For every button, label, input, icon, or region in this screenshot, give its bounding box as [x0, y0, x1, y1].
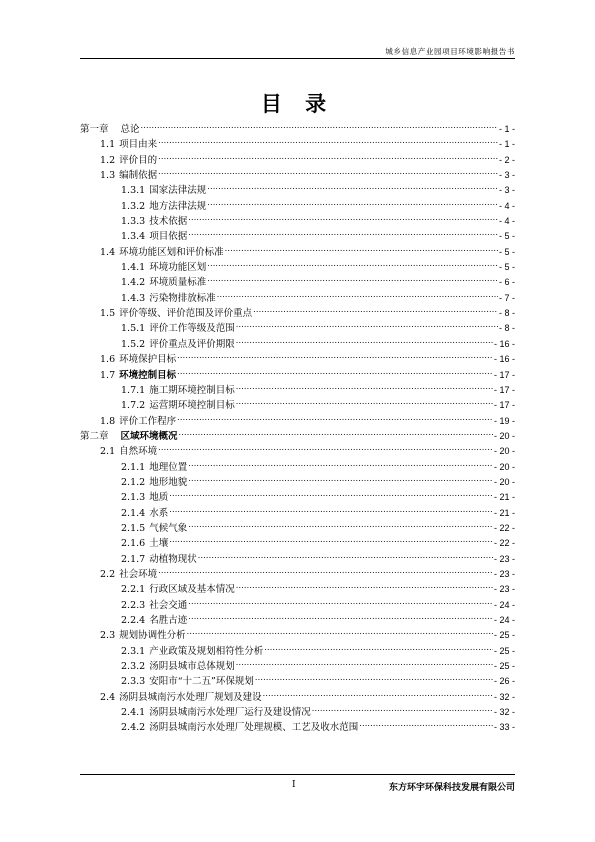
toc-dot-leader — [158, 163, 498, 178]
toc-entry[interactable] — [80, 332, 515, 350]
toc-dot-leader — [169, 485, 493, 500]
toc-entry-label: 污染物排放标准 — [149, 292, 216, 304]
footer-page-number: I — [292, 780, 296, 790]
toc-dot-leader — [263, 685, 493, 700]
toc-entry-number: 1.5.1 — [121, 323, 146, 335]
toc-entry-page: - 21 - — [493, 507, 515, 518]
toc-entry-label: 评价工作等级及范围 — [149, 323, 235, 335]
toc-title: 目 录 — [260, 91, 335, 116]
toc-entry-page: - 32 - — [493, 707, 515, 718]
toc-entry-label: 气候气象 — [149, 522, 188, 534]
table-of-contents — [80, 117, 515, 734]
toc-entry-number: 1.4 — [100, 246, 116, 258]
toc-entry-number: 2.4.2 — [121, 722, 146, 734]
toc-entry-number: 2.1.3 — [121, 492, 146, 504]
toc-entry-label: 评价重点及评价期限 — [149, 338, 235, 350]
toc-entry-page: - 23 - — [493, 553, 515, 564]
toc-dot-leader — [236, 378, 493, 393]
toc-entry-page: - 5 - — [498, 262, 515, 273]
toc-entry-page: - 20 - — [493, 430, 515, 441]
toc-dot-leader — [217, 286, 498, 301]
toc-entry-label: 地理位置 — [149, 461, 188, 473]
toc-entry-page: - 20 - — [493, 446, 515, 457]
toc-dot-leader — [188, 470, 493, 485]
toc-entry[interactable] — [80, 485, 515, 504]
footer-rule — [80, 774, 515, 775]
toc-dot-leader — [236, 393, 493, 408]
toc-dot-leader — [198, 547, 493, 562]
toc-dot-leader — [253, 301, 498, 316]
toc-entry-number: 1.5.2 — [121, 338, 146, 350]
toc-dot-leader — [141, 117, 498, 132]
toc-entry-number: 2.1.2 — [121, 476, 146, 488]
toc-entry-number: 2.1.6 — [121, 538, 146, 550]
toc-dot-leader — [236, 332, 493, 347]
toc-entry-number: 1.4.1 — [121, 262, 146, 274]
toc-entry-label: 环境功能区划和评价标准 — [119, 246, 224, 258]
toc-entry[interactable] — [80, 623, 515, 642]
toc-dot-leader — [312, 700, 493, 715]
toc-entry-label: 自然环境 — [119, 446, 158, 458]
toc-entry-number: 1.7 — [100, 369, 116, 381]
toc-entry-number: 2.2 — [100, 568, 116, 580]
footer-company: 东方环宇环保科技发展有限公司 — [388, 783, 515, 793]
toc-dot-leader — [207, 255, 498, 270]
toc-entry-page: - 22 - — [493, 538, 515, 549]
toc-dot-leader — [177, 347, 493, 362]
toc-entry[interactable] — [80, 224, 515, 243]
toc-entry[interactable] — [80, 194, 515, 212]
toc-entry[interactable] — [80, 669, 515, 688]
toc-entry-page: - 26 - — [493, 676, 515, 687]
toc-entry-page: - 4 - — [498, 216, 515, 227]
toc-entry-number: 2.1.1 — [121, 461, 146, 473]
toc-entry-label: 汤阴县城南污水处理厂处理规模、工艺及收水范围 — [149, 722, 359, 734]
toc-entry-page: - 5 - — [498, 231, 515, 242]
toc-entry-number: 2.1.4 — [121, 507, 146, 519]
toc-entry-page: - 25 - — [493, 661, 515, 672]
toc-entry-label: 评价等级、评价范围及评价重点 — [119, 308, 253, 320]
toc-entry-page: - 33 - — [493, 722, 515, 733]
toc-entry[interactable] — [80, 501, 515, 519]
toc-entry-number: 1.7.2 — [121, 400, 146, 412]
toc-entry-number: 1.6 — [100, 354, 116, 366]
toc-entry-page: - 2 - — [498, 154, 515, 165]
toc-entry-number: 1.2 — [100, 154, 116, 166]
toc-entry-page: - 17 - — [493, 384, 515, 395]
toc-dot-leader — [158, 439, 493, 454]
toc-entry-label: 行政区域及基本情况 — [149, 584, 235, 596]
toc-entry-label: 环境质量标准 — [149, 277, 207, 289]
toc-dot-leader — [236, 577, 493, 592]
toc-dot-leader — [158, 148, 498, 163]
toc-entry-page: - 24 - — [493, 615, 515, 625]
toc-entry-number: 1.8 — [100, 415, 116, 427]
toc-entry-number: 2.3.2 — [121, 661, 146, 673]
toc-dot-leader — [207, 194, 498, 209]
toc-entry-number: 2.3.3 — [121, 676, 146, 688]
toc-dot-leader — [188, 516, 493, 531]
toc-entry-label: 安阳市“十二五”环保规划 — [149, 676, 254, 688]
toc-entry-label: 土壤 — [149, 538, 169, 550]
toc-entry[interactable] — [80, 593, 515, 611]
toc-entry-label: 水系 — [149, 507, 169, 519]
toc-entry-number: 1.4.2 — [121, 277, 146, 289]
toc-dot-leader — [187, 623, 493, 638]
header-rule — [80, 58, 515, 59]
toc-entry-number: 1.3.2 — [121, 200, 146, 212]
toc-entry-page: - 23 - — [493, 584, 515, 595]
toc-entry-number: 1.4.3 — [121, 292, 146, 304]
toc-entry[interactable] — [80, 531, 515, 550]
toc-dot-leader — [236, 654, 493, 669]
toc-entry-label: 环境保护目标 — [119, 354, 177, 366]
toc-entry-number: 2.2.4 — [121, 615, 146, 626]
toc-entry-page: - 8 - — [498, 308, 515, 319]
toc-entry[interactable] — [80, 409, 515, 427]
toc-entry-number: 1.3 — [100, 170, 116, 182]
toc-entry[interactable] — [80, 562, 515, 580]
toc-dot-leader — [177, 363, 493, 378]
toc-dot-leader — [169, 531, 493, 546]
toc-entry-number: 1.3.3 — [121, 216, 146, 228]
toc-dot-leader — [255, 669, 493, 684]
toc-entry-page: - 5 - — [498, 246, 515, 257]
toc-entry-page: - 20 - — [493, 461, 515, 472]
toc-entry-page: - 25 - — [493, 645, 515, 656]
toc-dot-leader — [188, 593, 493, 608]
toc-entry-page: - 4 - — [498, 200, 515, 211]
toc-entry-page: - 23 - — [493, 568, 515, 579]
toc-dot-leader — [264, 639, 493, 654]
toc-entry-number: 2.2.1 — [121, 584, 146, 596]
toc-entry-label: 名胜古迹 — [149, 615, 188, 626]
toc-entry-page: - 16 - — [493, 354, 515, 365]
toc-entry-page: - 17 - — [493, 369, 515, 380]
toc-dot-leader — [188, 455, 493, 470]
toc-entry-label: 项目由来 — [119, 139, 158, 151]
toc-entry-label: 评价目的 — [119, 154, 158, 166]
toc-entry[interactable] — [80, 301, 515, 320]
toc-entry-page: - 21 - — [493, 492, 515, 503]
toc-entry-label: 国家法律法规 — [149, 185, 207, 197]
toc-entry-number: 1.5 — [100, 308, 116, 320]
toc-entry[interactable] — [80, 608, 515, 626]
toc-entry[interactable] — [80, 270, 515, 289]
toc-entry-label: 评价工作程序 — [119, 415, 177, 427]
toc-dot-leader — [179, 424, 493, 439]
toc-entry-page: - 6 - — [498, 277, 515, 288]
toc-entry-page: - 24 - — [493, 599, 515, 610]
toc-entry[interactable] — [80, 240, 515, 258]
toc-dot-leader — [169, 501, 493, 516]
toc-entry-label: 社会环境 — [119, 568, 158, 580]
toc-entry-label: 施工期环境控制目标 — [149, 384, 235, 396]
toc-entry[interactable] — [80, 516, 515, 534]
toc-dot-leader — [158, 562, 493, 577]
toc-entry-number: 2.4.1 — [121, 707, 146, 719]
toc-dot-leader — [188, 224, 498, 239]
toc-entry-page: - 22 - — [493, 522, 515, 533]
toc-entry-label: 产业政策及规划相符性分析 — [149, 645, 264, 657]
toc-entry[interactable] — [80, 209, 515, 228]
toc-entry-label: 地质 — [149, 492, 169, 504]
toc-entry-number: 1.3.4 — [121, 231, 146, 243]
toc-entry-number: 2.1.7 — [121, 553, 146, 565]
toc-entry[interactable] — [80, 685, 515, 703]
toc-dot-leader — [188, 209, 498, 224]
toc-entry-label: 区域环境概况 — [120, 430, 178, 442]
toc-entry-page: - 19 - — [493, 415, 515, 426]
toc-entry-page: - 3 - — [498, 170, 515, 181]
toc-entry-page: - 25 - — [493, 630, 515, 641]
toc-entry-label: 汤阴县城南污水处理厂规划及建设 — [119, 691, 262, 703]
toc-dot-leader — [359, 715, 493, 730]
toc-entry-page: - 1 - — [498, 124, 515, 134]
toc-entry[interactable] — [80, 547, 515, 565]
toc-entry-page: - 20 - — [493, 476, 515, 487]
toc-entry-label: 环境控制目标 — [119, 369, 177, 381]
toc-entry-number: 2.1 — [100, 446, 116, 458]
toc-entry-label: 规划协调性分析 — [119, 630, 186, 642]
toc-entry[interactable] — [80, 286, 515, 304]
toc-dot-leader — [188, 608, 493, 623]
toc-entry-label: 运营期环境控制目标 — [149, 400, 235, 412]
toc-entry-label: 项目依据 — [149, 231, 188, 243]
toc-entry-number: 2.3 — [100, 630, 116, 642]
toc-entry-number: 2.2.3 — [121, 599, 146, 611]
toc-entry-label: 地形地貌 — [149, 476, 188, 488]
toc-entry[interactable] — [80, 393, 515, 412]
toc-entry-label: 汤阴县城市总体规划 — [149, 661, 235, 673]
toc-entry-page: - 32 - — [493, 691, 515, 702]
toc-entry-number: 2.1.5 — [121, 522, 146, 534]
toc-entry-number: 1.7.1 — [121, 384, 146, 396]
toc-entry-label: 技术依据 — [149, 216, 188, 228]
toc-entry[interactable] — [80, 654, 515, 673]
toc-entry-label: 社会交通 — [149, 599, 188, 611]
toc-entry-number: 1.3.1 — [121, 185, 146, 197]
toc-entry-label: 环境功能区划 — [149, 262, 207, 274]
toc-entry-page: - 1 - — [498, 139, 515, 150]
toc-dot-leader — [236, 316, 498, 331]
toc-dot-leader — [207, 270, 498, 285]
toc-entry[interactable] — [80, 132, 515, 151]
toc-dot-leader — [207, 178, 498, 193]
toc-entry-page: - 16 - — [493, 338, 515, 349]
toc-dot-leader — [225, 240, 498, 255]
toc-entry[interactable] — [80, 470, 515, 488]
toc-entry-number: 第二章 — [80, 430, 109, 442]
toc-entry-label: 汤阴县城南污水处理厂运行及建设情况 — [149, 707, 311, 719]
toc-entry-page: - 17 - — [493, 400, 515, 411]
toc-dot-leader — [177, 409, 493, 424]
toc-entry-number: 第一章 — [80, 124, 109, 135]
toc-dot-leader — [158, 132, 498, 147]
toc-entry-label: 编制依据 — [119, 170, 158, 182]
toc-entry-number: 2.3.1 — [121, 645, 146, 657]
toc-entry-label: 总论 — [120, 124, 140, 135]
toc-entry-page: - 7 - — [498, 292, 515, 303]
toc-entry[interactable] — [80, 347, 515, 366]
toc-entry-page: - 3 - — [498, 185, 515, 196]
toc-entry-label: 动植物现状 — [149, 553, 197, 565]
toc-entry-page: - 8 - — [498, 323, 515, 334]
page-header: 城乡信息产业园项目环境影响报告书 — [385, 47, 515, 56]
toc-entry-label: 地方法律法规 — [149, 200, 207, 212]
toc-entry-number: 1.1 — [100, 139, 116, 151]
toc-chapter-entry[interactable] — [80, 117, 515, 135]
toc-entry-number: 2.4 — [100, 691, 116, 703]
